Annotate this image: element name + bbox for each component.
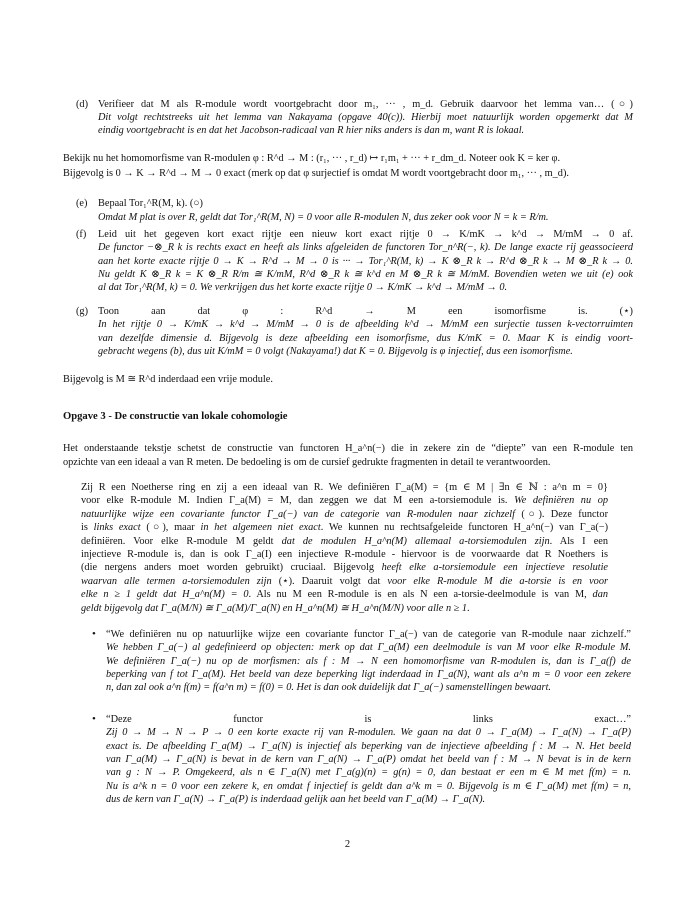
quote-segment: . Als nu M een R-module is en als N een a-torsie-deelmodule is van M, [248, 589, 593, 601]
text-line: aan het korte exacte rijtje 0 → K → R^d → M → 0 is ··· → Tor₁^R(M, k) → K ⊗_R k → R^d ⊗_R k → M ⊗_R k → 0. [98, 255, 633, 267]
page-number: 2 [344, 839, 351, 850]
text-line: al dat Tor₁^R(M, k) = 0. We verkrijgen dus het korte exacte rijtje 0 → K/mK → k^d → M/mM → 0. [98, 282, 508, 294]
quote-line [81, 548, 608, 561]
quote-segment: . Als I een [549, 535, 608, 547]
text-line: “We definiëren nu op natuurlijke wijze een covariante functor Γ_a(−) van de categorie van R-module naar zichzelf.” [106, 629, 631, 640]
text-line: n, dan zal ook a^n f(m) = f(a^n m) = f(0) = 0. Het is dan ook duidelijk dat Γ_a(−) samenstellingen bewaart. [106, 682, 552, 694]
item-label-d: (d) [76, 99, 89, 110]
quote-line [81, 508, 608, 521]
text-line: Nu is a^k n = 0 voor een zekere k, en omdat f injectief is geldt dan a^k m = 0. Bijgevolg is m ∈ Γ_a(M) met f(m) = n, [106, 780, 631, 792]
text-line: We hebben Γ_a(−) al gedefinieerd op objecten: merk op dat Γ_a(M) een deelmodule is van M voor elke R-module M. [106, 642, 631, 654]
text-line: Toon aan dat φ : R^d → M een isomorfisme is. (⋆) [98, 306, 633, 317]
quote-segment: voor elke R-module M. Indien Γ_a(M) = M, dan zeggen we dat M een a-torsiemodule is. [81, 495, 515, 507]
text-line: Dit volgt rechtstreeks uit het lemma van Nakayama (opgave 40(c)). Hierbij moet natuurlijk worden opgemerkt dat M [98, 112, 633, 123]
quote-segment: elke n ≥ 1 geldt dat H_a^n(M) = 0 [81, 589, 249, 601]
quote-segment: (⋆). Daaruit volgt dat [271, 575, 388, 587]
quote-segment: dan [592, 589, 608, 601]
text-line: Bijgevolg is 0 → K → R^d → M → 0 exact (merk op dat φ surjectief is omdat M wordt voortgebracht door m₁, ··· , m_d). [63, 167, 569, 179]
conclusion-text: Bijgevolg is M ≅ R^d inderdaad een vrije module. [63, 374, 273, 385]
text-line: Bepaal Tor₁^R(M, k). (○) [98, 198, 203, 209]
quote-segment: heeft elke a-torsiemodule een injectieve resolutie [381, 562, 609, 574]
item-label-f: (f) [76, 229, 87, 240]
text-line: dus de kern van Γ_a(N) → Γ_a(P) is inderdaad gelijk aan het beeld van Γ_a(M) → Γ_a(N). [106, 793, 486, 805]
text-line: exact is. De afbeelding Γ_a(M) → Γ_a(N) is injectief als beperking van de injectieve afbeelding f : M → N. Het beeld [106, 740, 631, 752]
quote-segment: . We kunnen nu rechtsafgeleide functoren H_a^n(−) van Γ_a(−) [320, 522, 609, 534]
text-line: eindig voortgebracht is en dat het Jacobson-radicaal van R hier niks anders is dan m, want R is lokaal. [98, 125, 525, 136]
quote-line [81, 494, 608, 507]
quote-segment: Zij R een Noetherse ring en zij a een ideaal van R. We definiëren Γ_a(M) = {m ∈ M | ∃n ∈ ℕ : a^n m = 0} [81, 482, 608, 493]
item-label-g: (g) [76, 306, 89, 317]
text-line: opzichte van een ideaal a van R meten. De bedoeling is om de cursief gedrukte fragmenten in detail te verantwoorden. [63, 456, 551, 468]
quote-line [81, 588, 608, 601]
text-line: van g : N → P. Omgekeerd, als n ∈ Γ_a(N) met Γ_a(g)(n) = g(n) = 0, dan bestaat er een m ∈ M met f(m) = n. [106, 767, 631, 779]
text-line: In het rijtje 0 → K/mK → k^d → M/mM → 0 is de afbeelding k^d → M/mM een surjectie tussen k-vectorruimten [98, 319, 633, 331]
quote-segment: waarvan alle termen a-torsiemodulen zijn [81, 575, 272, 587]
quote-line [81, 561, 608, 574]
text-line: “Deze functor is links exact…” [106, 714, 631, 725]
text-line: Leid uit het gegeven kort exact rijtje een nieuw kort exact rijtje 0 → K/mK → k^d → M/mM → 0 af. [98, 229, 633, 240]
section-title: Opgave 3 - De constructie van lokale cohomologie [63, 411, 288, 422]
quote-segment: in het algemeen niet exact [200, 522, 321, 534]
text-line: Omdat M plat is over R, geldt dat Tor₁^R(M, N) = 0 voor alle R-modulen N, dus zeker ook voor N = k = R/m. [98, 212, 549, 223]
text-line: gebracht wegens (b), dus uit K/mM = 0 volgt (Nakayama!) dat K = 0. Bijgevolg is φ injectief, dus een isomorfisme. [98, 345, 573, 357]
quote-segment: dat de modulen H_a^n(M) allemaal a-torsiemodulen zijn [281, 535, 550, 547]
quote-segment: injectieve R-module is, dan is ook Γ_a(I) een injectieve R-module - hiervoor is de voorwaarde dat R Noethers is [81, 549, 608, 560]
quote-segment: voor elke R-module M die a-torsie is en voor [387, 575, 608, 587]
quote-segment: We definiëren nu op [514, 495, 608, 507]
quote-line [81, 481, 608, 494]
quote-segment: links exact [93, 522, 141, 534]
text-line: Nu geldt K ⊗_R k = K ⊗_R R/m ≅ K/mM, R^d ⊗_R k ≅ k^d en M ⊗_R k ≅ M/mM. Bovendien weten we uit (e) ook [98, 268, 633, 280]
text-line: van Γ_a(M) → Γ_a(N) is bevat in de kern van Γ_a(N) → Γ_a(P) omdat het beeld van f : M → N bevat is in de kern [106, 753, 631, 765]
quote-line [81, 521, 608, 534]
text-line: Het onderstaande tekstje schetst de constructie van functoren H_a^n(−) die in zekere zin de “diepte” van een R-module ten [63, 443, 633, 454]
quote-segment: definiëren. Voor elke R-module M geldt [81, 535, 282, 547]
quote-segment: (○). Deze functor [515, 508, 608, 520]
bullet-marker-1: • [92, 628, 96, 640]
bullet-marker-2: • [92, 713, 96, 725]
text-line: De functor −⊗_R k is rechts exact en heeft als links afgeleiden de functoren Tor_n^R(−, k). De lange exacte rij geassocieerd [98, 242, 633, 254]
quote-segment: natuurlijke wijze een covariante functor Γ_a(−) van de categorie van R-modulen naar zichzelf [81, 508, 516, 520]
quote-segment: (○), maar [140, 522, 201, 534]
text-line: Bekijk nu het homomorfisme van R-modulen φ : R^d → M : (r₁, ··· , r_d) ↦ r₁m₁ + ··· + r_dm_d. Noteer ook K = ker φ. [63, 153, 561, 164]
text-line: We definiëren Γ_a(−) nu op de morfismen: als f : M → N een homomorfisme van R-modulen is, dan is Γ_a(f) de [106, 655, 631, 667]
text-line: Verifieer dat M als R-module wordt voortgebracht door m₁, ··· , m_d. Gebruik daarvoor het lemma van… (○) [98, 99, 633, 110]
quote-segment: is [81, 522, 94, 534]
quote-segment: (die nergens anders moet worden gebruikt) cruciaal. Bijgevolg [81, 562, 382, 574]
quote-line [81, 535, 608, 548]
text-line: van dezelfde dimensie d. Bijgevolg is deze afbeelding een isomorfisme, dus K/mK = 0. Maar K is eindig voort- [98, 332, 633, 344]
quote-segment: geldt bijgevolg dat Γ_a(M/N) ≅ Γ_a(M)/Γ_a(N) en H_a^n(M) ≅ H_a^n(M/N) voor alle n ≥ 1 [81, 602, 468, 614]
text-line: beperking van f tot Γ_a(M). Het beeld van deze beperking ligt inderdaad in Γ_a(N), want als a^n m = 0 voor een zekere [106, 668, 631, 680]
quote-segment: . [467, 602, 470, 614]
item-label-e: (e) [76, 198, 88, 209]
text-line: Zij 0 → M → N → P → 0 een korte exacte rij van R-modulen. We gaan na dat 0 → Γ_a(M) → Γ_a(N) → Γ_a(P) [106, 727, 631, 739]
quote-line [81, 602, 470, 615]
quote-line [81, 575, 608, 588]
